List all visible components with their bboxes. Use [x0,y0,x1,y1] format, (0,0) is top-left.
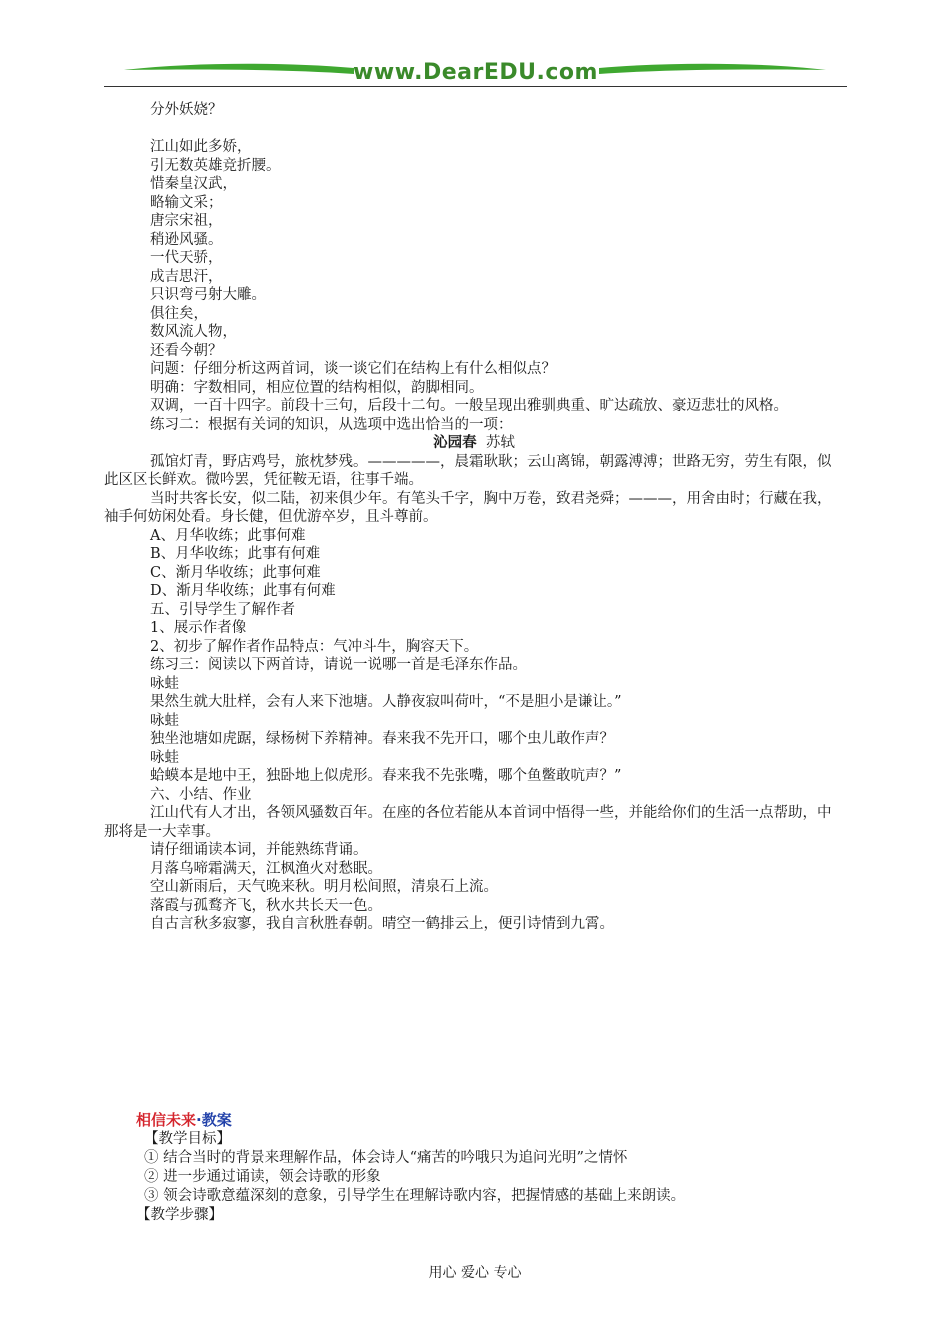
paragraph: 孤馆灯青，野店鸡号，旅枕梦残。—————，晨霜耿耿；云山离锦，朝露溥溥；世路无穷，劳生有限，似此区区长鲜欢。微吟罢，凭征鞍无语，往事千端。 [104,453,832,488]
option-line: D、渐月华收练；此事有何难 [150,583,336,599]
goal-item: ③ 领会诗歌意蕴深刻的意象，引导学生在理解诗歌内容，把握情感的基础上来朗读。 [144,1188,686,1204]
option-line: A、月华收练；此事何难 [150,527,306,544]
goal-item: ② 进一步通过诵读，领会诗歌的形象 [144,1169,381,1185]
poem-line: 月落乌啼霜满天，江枫渔火对愁眠。 [150,860,382,877]
poem-line: 略输文采； [150,194,223,211]
section-heading: 六、小结、作业 [150,786,252,803]
poem-line: 江山如此多娇， [150,139,252,155]
poem-line: 成吉思汗， [150,268,223,285]
poem-line: 只识弯弓射大雕。 [150,287,266,303]
lesson-title [104,1110,844,1130]
paragraph: 江山代有人才出，各领风骚数百年。在座的各位若能从本首词中悟得一些，并能给你们的生活一点帮助，中那将是一大幸事。 [104,805,832,840]
text-line: 2、初步了解作者作品特点：气冲斗牛，胸容天下。 [150,638,479,655]
page-header [104,56,847,90]
poem-line: 果然生就大肚样，会有人来下池塘。人静夜寂叫荷叶，“不是胆小是谦让。” [150,694,622,710]
lesson-title-red: 相信未来 [136,1111,197,1129]
question-line: 问题：仔细分析这两首词，谈一谈它们在结构上有什么相似点？ [150,361,556,377]
poem-title-line: 咏蛙 [150,749,179,766]
page-footer: 用心 爱心 专心 [428,1265,522,1281]
document-body [104,101,844,934]
poem-line: 落霞与孤鹜齐飞，秋水共长天一色。 [150,897,382,914]
poem-author: 苏轼 [485,435,515,451]
poem-line: 惜秦皇汉武， [150,176,237,192]
exercise-line: 练习二：根据有关词的知识，从选项中选出恰当的一项： [150,416,513,433]
section-heading: 五、引导学生了解作者 [150,601,295,618]
blank-line [104,120,844,139]
option-line: B、月华收练；此事有何难 [150,546,321,562]
poem-line: 数风流人物， [150,324,237,340]
lesson-title-blue: 教案 [201,1111,232,1129]
exercise-line: 练习三：阅读以下两首诗，请说一说哪一首是毛泽东作品。 [150,657,527,673]
poem-line: 还看今朝？ [150,342,223,359]
lesson-title-dot: · [196,1111,202,1129]
poem-heading [104,434,844,453]
goal-item: ① 结合当时的背景来理解作品，体会诗人“痛苦的吟哦只为追问光明”之情怀 [144,1150,628,1166]
poem-line: 唐宗宋祖， [150,213,223,229]
site-logo[interactable]: www.DearEDU.com [353,60,598,85]
text-line: 1、展示作者像 [150,620,247,636]
goal-heading: 【教学目标】 [144,1131,231,1147]
poem-title: 沁园春 [433,434,477,451]
poem-line: 自古言秋多寂寥，我自言秋胜春朝。晴空一鹤排云上，便引诗情到九霄。 [150,916,614,932]
answer-line: 明确：字数相同，相应位置的结构相似，韵脚相同。 [150,379,484,396]
poem-line: 空山新雨后，天气晚来秋。明月松间照，清泉石上流。 [150,879,498,895]
poem-line: 稍逊风骚。 [150,231,223,248]
poem-line: 蛤蟆本是地中王，独卧地上似虎形。春来我不先张嘴，哪个鱼鳖敢吭声？” [150,768,622,784]
text-line: 分外妖娆？ [150,102,223,118]
option-line: C、渐月华收练；此事何难 [150,564,321,581]
lesson-plan-block [104,1110,844,1225]
poem-line: 引无数英雄竞折腰。 [150,157,281,174]
poem-line: 一代天骄， [150,250,223,266]
paragraph: 当时共客长安，似二陆，初来俱少年。有笔头千字，胸中万卷，致君尧舜；———，用舍由时；行藏在我，袖手何妨闲处看。身长健，但优游卒岁，且斗尊前。 [104,490,832,525]
text-line: 请仔细诵读本词，并能熟练背诵。 [150,842,368,858]
poem-title-line: 咏蛙 [150,675,179,692]
steps-heading: 【教学步骤】 [136,1207,223,1223]
poem-line: 独坐池塘如虎踞，绿杨树下养精神。春来我不先开口，哪个虫儿敢作声？ [150,731,614,747]
paragraph: 双调，一百十四字。前段十三句，后段十二句。一般呈现出雅驯典重、旷达疏放、豪迈悲壮的风格。 [150,398,788,414]
poem-title-line: 咏蛙 [150,712,179,729]
poem-line: 俱往矣， [150,305,208,322]
header-rule [104,86,847,87]
